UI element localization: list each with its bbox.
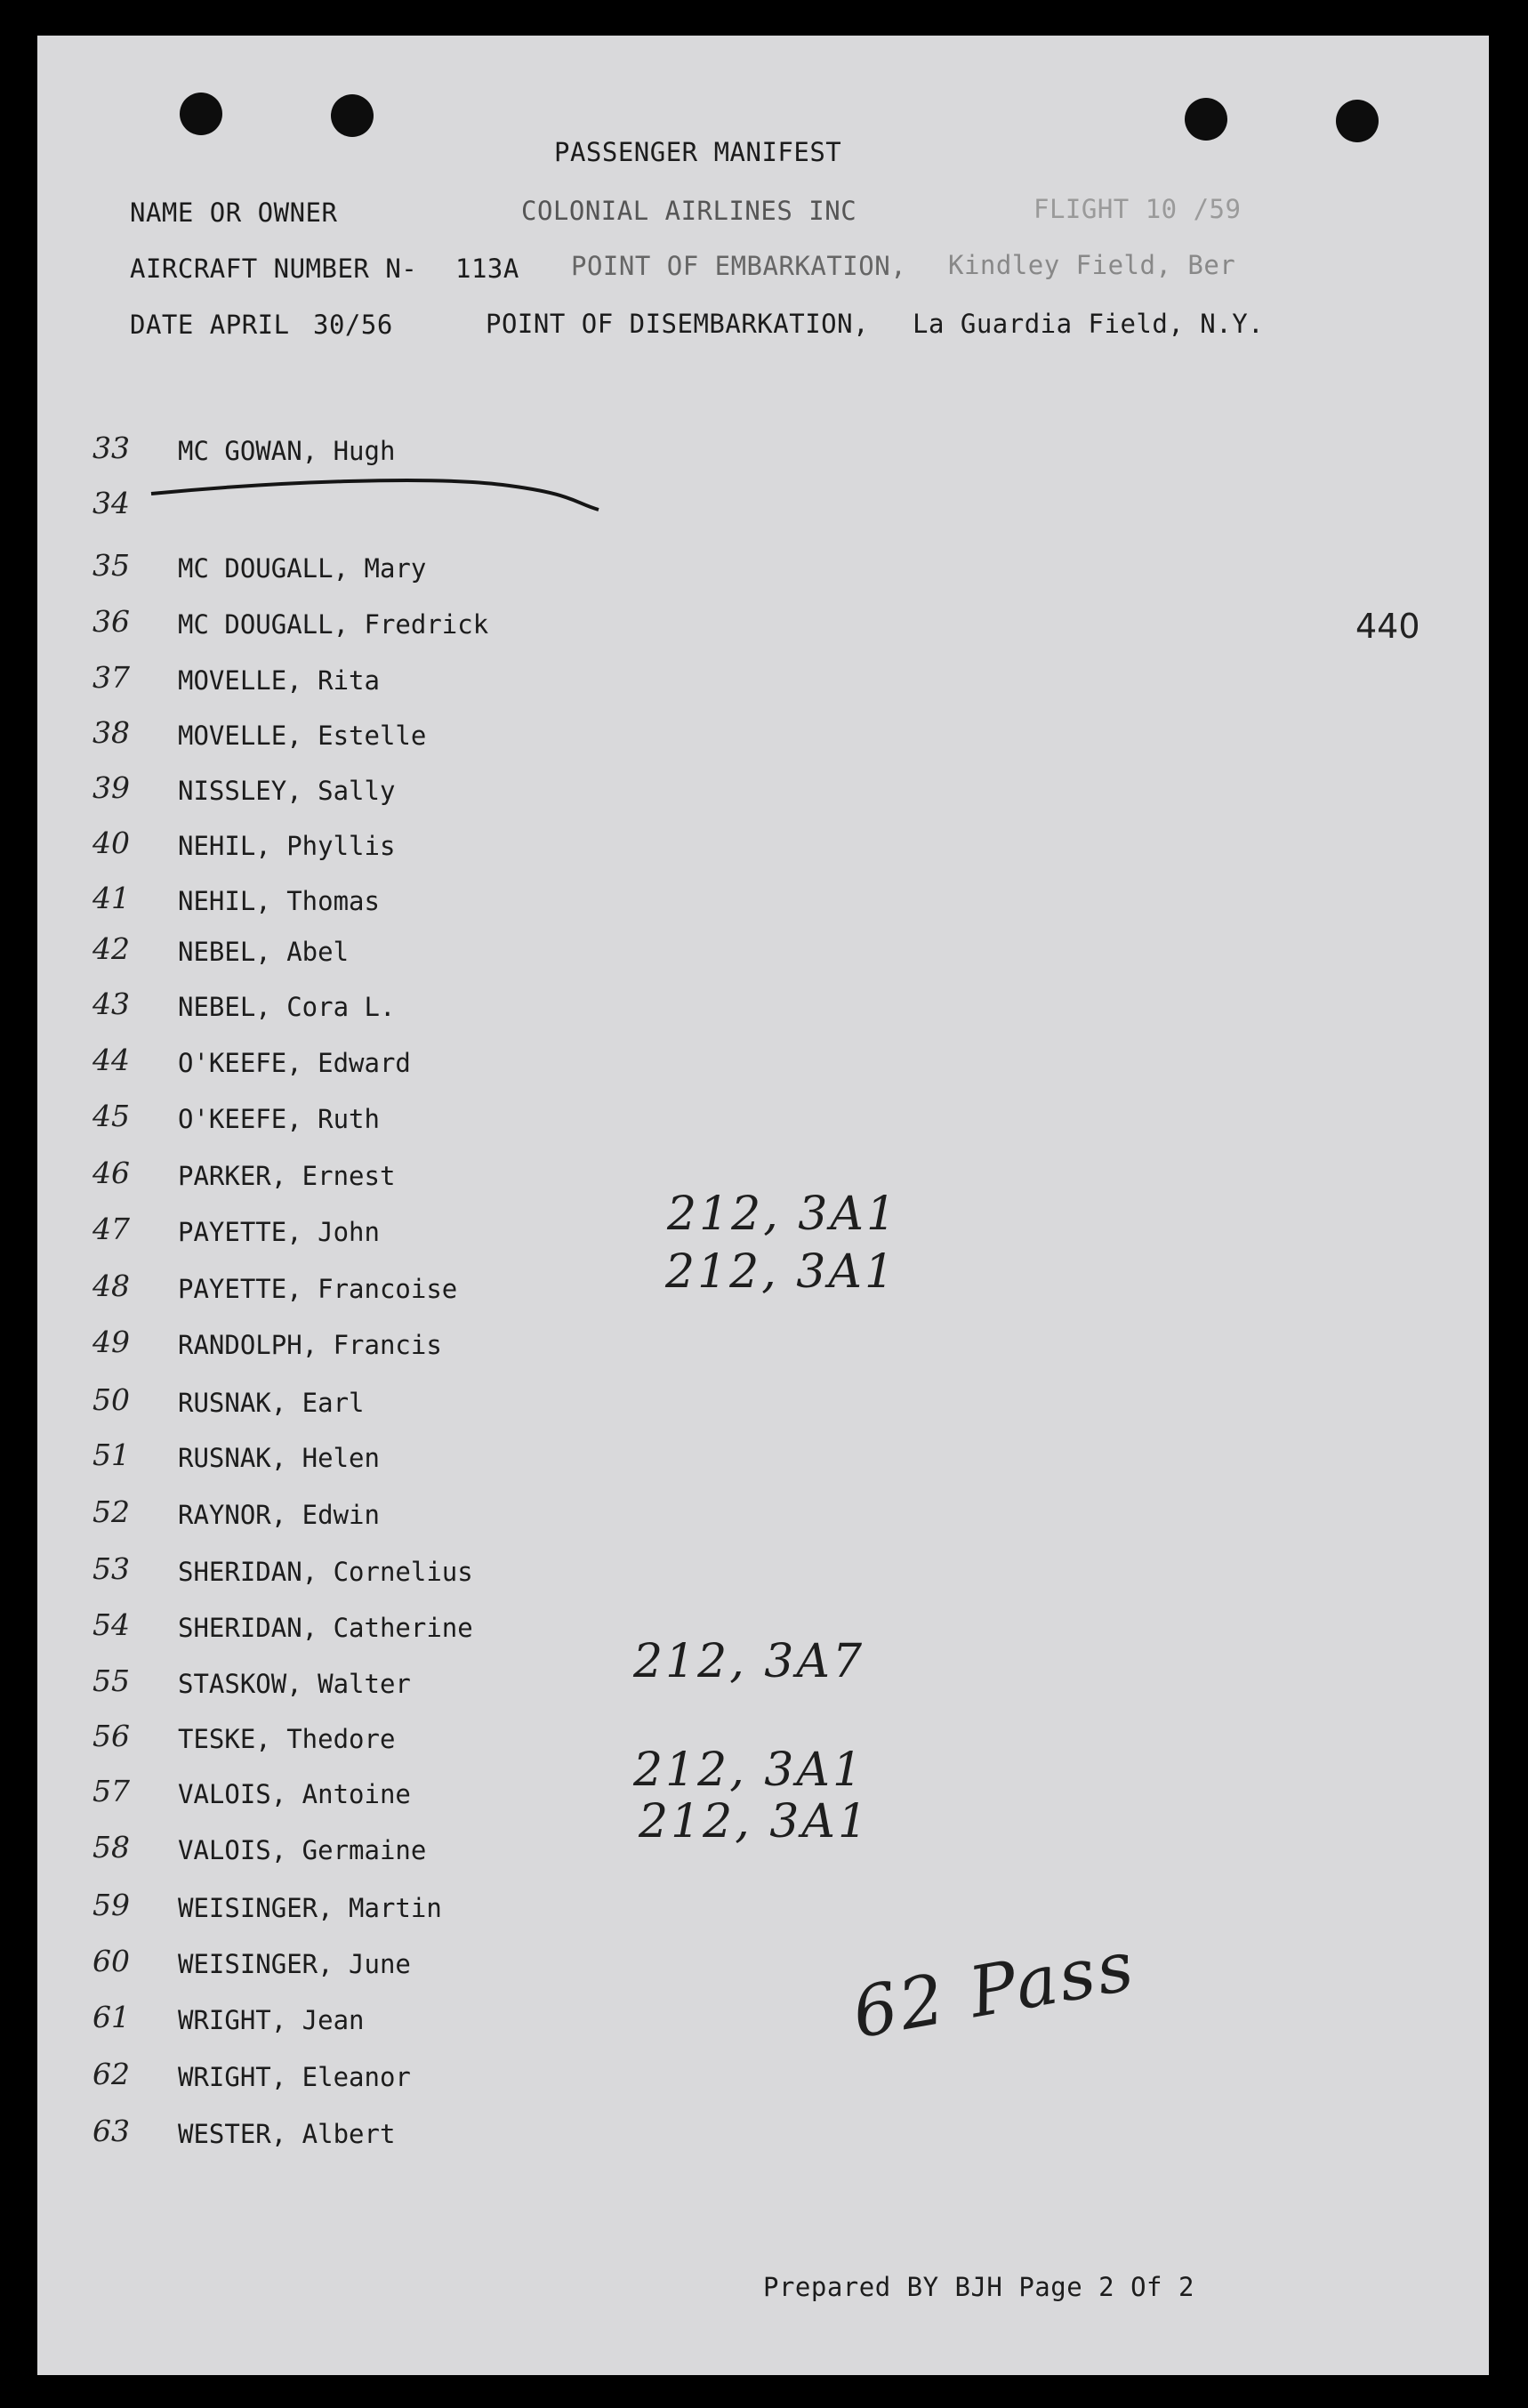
row-number: 63 bbox=[92, 2114, 130, 2148]
passenger-name: WEISINGER, Martin bbox=[178, 1893, 442, 1923]
punch-hole bbox=[1185, 98, 1227, 141]
disembarkation-label: POINT OF DISEMBARKATION, bbox=[486, 309, 870, 339]
row-number: 34 bbox=[92, 486, 130, 520]
passenger-name: MOVELLE, Estelle bbox=[178, 721, 427, 751]
annotation-row-55: 212, 3A7 bbox=[633, 1635, 865, 1688]
passenger-name: PAYETTE, John bbox=[178, 1217, 380, 1247]
flight-number: FLIGHT 10 /59 bbox=[1033, 194, 1242, 224]
annotation-row-48: 212, 3A1 bbox=[665, 1245, 897, 1299]
passenger-name: SHERIDAN, Cornelius bbox=[178, 1557, 473, 1587]
row-number: 61 bbox=[92, 2000, 130, 2034]
passenger-name: RUSNAK, Earl bbox=[178, 1388, 365, 1418]
row-number: 44 bbox=[92, 1043, 130, 1077]
row-number: 59 bbox=[92, 1888, 130, 1922]
passenger-name: MC DOUGALL, Mary bbox=[178, 553, 427, 584]
passenger-name: WESTER, Albert bbox=[178, 2119, 396, 2149]
row-number: 41 bbox=[92, 881, 130, 915]
row-number: 40 bbox=[92, 825, 130, 860]
passenger-name: VALOIS, Antoine bbox=[178, 1779, 411, 1809]
row-number: 58 bbox=[92, 1830, 130, 1864]
disembarkation-value: La Guardia Field, N.Y. bbox=[913, 309, 1265, 339]
row-number: 37 bbox=[92, 660, 130, 695]
manifest-title: PASSENGER MANIFEST bbox=[554, 137, 842, 167]
passenger-name: O'KEEFE, Edward bbox=[178, 1048, 411, 1078]
row-number: 60 bbox=[92, 1944, 130, 1978]
row-number: 55 bbox=[92, 1663, 130, 1698]
passenger-name: SHERIDAN, Catherine bbox=[178, 1613, 473, 1643]
strike-line bbox=[147, 449, 609, 511]
passenger-name: WRIGHT, Jean bbox=[178, 2005, 365, 2035]
row-number: 50 bbox=[92, 1382, 130, 1417]
embarkation-value: Kindley Field, Ber bbox=[948, 250, 1236, 280]
row-number: 45 bbox=[92, 1099, 130, 1133]
passenger-name: MC GOWAN, Hugh bbox=[178, 436, 396, 466]
punch-hole bbox=[1336, 100, 1379, 142]
punch-hole bbox=[331, 94, 374, 137]
passenger-name: RAYNOR, Edwin bbox=[178, 1500, 380, 1530]
row-number: 54 bbox=[92, 1607, 130, 1642]
annotation-row-57: 212, 3A1 bbox=[633, 1744, 865, 1797]
owner-value: COLONIAL AIRLINES INC bbox=[521, 196, 857, 226]
passenger-name: RUSNAK, Helen bbox=[178, 1443, 380, 1473]
row-number: 33 bbox=[92, 431, 130, 465]
aircraft-number: 113A bbox=[455, 254, 519, 284]
row-number: 35 bbox=[92, 548, 130, 583]
passenger-name: O'KEEFE, Ruth bbox=[178, 1104, 380, 1134]
row-number: 56 bbox=[92, 1719, 130, 1753]
passenger-name: NEHIL, Thomas bbox=[178, 886, 380, 916]
row-number: 38 bbox=[92, 715, 130, 750]
passenger-name: WRIGHT, Eleanor bbox=[178, 2062, 411, 2092]
row-number: 39 bbox=[92, 770, 130, 805]
row-number: 57 bbox=[92, 1774, 130, 1808]
passenger-name: WEISINGER, June bbox=[178, 1949, 411, 1979]
annotation-row-58: 212, 3A1 bbox=[639, 1795, 871, 1848]
date-label: DATE APRIL bbox=[130, 310, 290, 340]
row-number: 62 bbox=[92, 2057, 130, 2091]
passenger-name: TESKE, Thedore bbox=[178, 1724, 396, 1754]
row-number: 53 bbox=[92, 1551, 130, 1586]
row-number: 51 bbox=[92, 1438, 130, 1472]
annotation-row-47: 212, 3A1 bbox=[667, 1188, 899, 1241]
owner-label: NAME OR OWNER bbox=[130, 197, 338, 228]
aircraft-label: AIRCRAFT NUMBER N- bbox=[130, 254, 418, 284]
row-number: 47 bbox=[92, 1212, 130, 1246]
passenger-name: MOVELLE, Rita bbox=[178, 665, 380, 696]
passenger-name: PARKER, Ernest bbox=[178, 1161, 396, 1191]
row-number: 52 bbox=[92, 1494, 130, 1529]
passenger-name: NEBEL, Abel bbox=[178, 937, 350, 967]
embarkation-label: POINT OF EMBARKATION, bbox=[571, 251, 907, 281]
page-marker: 440 bbox=[1355, 607, 1420, 646]
passenger-name: NEBEL, Cora L. bbox=[178, 992, 396, 1022]
passenger-name: VALOIS, Germaine bbox=[178, 1835, 427, 1865]
row-number: 46 bbox=[92, 1156, 130, 1190]
footer-prepared-by: Prepared BY BJH Page 2 Of 2 bbox=[763, 2272, 1194, 2302]
row-number: 42 bbox=[92, 931, 130, 966]
passenger-total: 62 Pass bbox=[847, 1926, 1142, 2055]
passenger-name: RANDOLPH, Francis bbox=[178, 1330, 442, 1360]
passenger-name: NISSLEY, Sally bbox=[178, 776, 396, 806]
row-number: 43 bbox=[92, 987, 130, 1021]
date-value: 30/56 bbox=[313, 310, 393, 340]
passenger-name: PAYETTE, Francoise bbox=[178, 1274, 458, 1304]
passenger-name: STASKOW, Walter bbox=[178, 1669, 411, 1699]
row-number: 48 bbox=[92, 1268, 130, 1303]
passenger-name: NEHIL, Phyllis bbox=[178, 831, 396, 861]
row-number: 36 bbox=[92, 604, 130, 639]
punch-hole bbox=[180, 93, 222, 135]
row-number: 49 bbox=[92, 1325, 130, 1359]
passenger-name: MC DOUGALL, Fredrick bbox=[178, 609, 489, 640]
